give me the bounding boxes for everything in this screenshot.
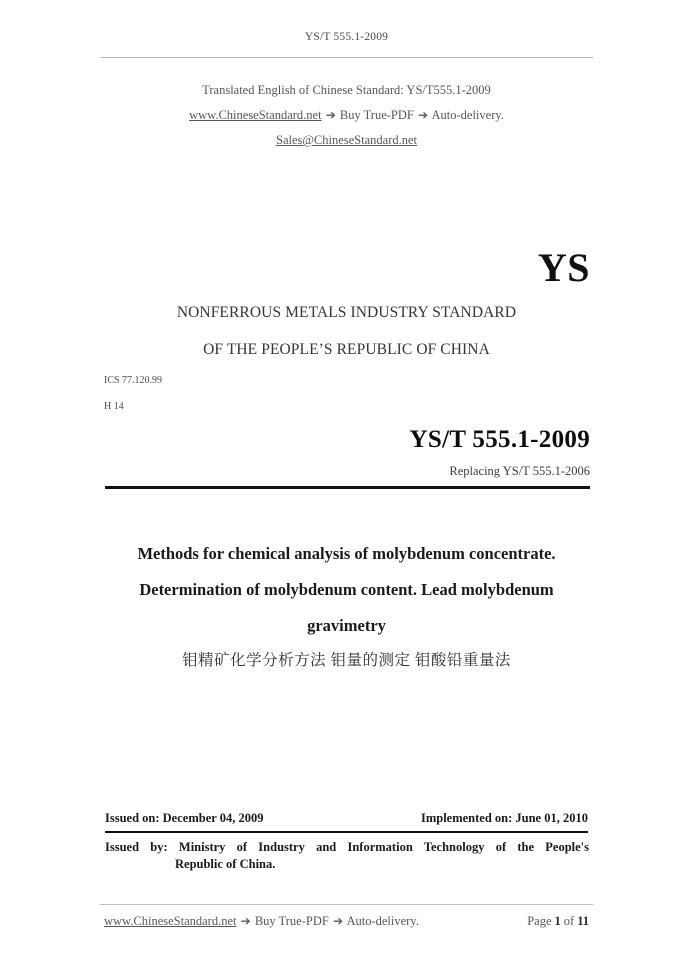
title-line-3: gravimetry [307, 616, 386, 635]
footer-chinesestandard-link[interactable]: www.ChineseStandard.net [104, 914, 237, 928]
document-title-chinese: 钼精矿化学分析方法 钼量的测定 钼酸铅重量法 [182, 652, 511, 669]
running-header-standard-code: YS/T 555.1-2009 [304, 31, 389, 43]
sales-email-line [100, 133, 593, 148]
classification-code: H 14 [104, 401, 124, 412]
organization-line-1: NONFERROUS METALS INDUSTRY STANDARD [176, 304, 517, 321]
issued-on-date: Issued on: December 04, 2009 [105, 811, 264, 825]
page-footer [104, 914, 589, 929]
footer-arrow-right-icon-2: ➔ [332, 914, 343, 928]
page-number: 1 [554, 914, 561, 928]
organization-line-2: OF THE PEOPLE’S REPUBLIC OF CHINA [203, 341, 490, 358]
dates-row [105, 811, 588, 826]
header-divider [100, 57, 593, 58]
replacing-standard: Replacing YS/T 555.1-2006 [449, 464, 590, 478]
translation-notice: Translated English of Chinese Standard: YS/T555.1-2009 [202, 83, 491, 97]
ics-code: ICS 77.120.99 [104, 375, 163, 386]
page-label: Page [527, 914, 552, 928]
implemented-on-date: Implemented on: June 01, 2010 [420, 811, 588, 825]
footer-arrow-right-icon: ➔ [240, 914, 251, 928]
page-total: 11 [577, 914, 589, 928]
arrow-right-icon-2: ➔ [418, 108, 429, 122]
footer-purchase-notice [104, 914, 419, 929]
auto-delivery-label: Auto-delivery. [431, 108, 504, 122]
title-divider-top [105, 486, 590, 489]
issued-by-line-1: Issued by: Ministry of Industry and Information Technology of the People's [105, 840, 589, 854]
of-label: of [563, 914, 575, 928]
sales-email-link[interactable]: Sales@ChineseStandard.net [276, 133, 417, 147]
title-line-1: Methods for chemical analysis of molybdenum concentrate. [137, 544, 556, 563]
page-indicator [524, 914, 589, 929]
footer-auto-delivery-label: Auto-delivery. [346, 914, 419, 928]
buy-true-pdf-label: Buy True-PDF [339, 108, 414, 122]
chinesestandard-link[interactable]: www.ChineseStandard.net [189, 108, 322, 122]
title-line-2: Determination of molybdenum content. Lead molybdenum [139, 580, 554, 599]
purchase-notice [100, 108, 593, 123]
footer-buy-true-pdf-label: Buy True-PDF [254, 914, 329, 928]
issued-by-line-2: Republic of China. [175, 857, 276, 871]
ys-logo: YS [537, 245, 590, 290]
footer-divider [100, 904, 593, 905]
standard-number: YS/T 555.1-2009 [409, 426, 590, 453]
arrow-right-icon: ➔ [325, 108, 336, 122]
issued-by-block [105, 839, 589, 873]
issuer-divider [105, 831, 588, 833]
document-title-english [100, 536, 593, 644]
